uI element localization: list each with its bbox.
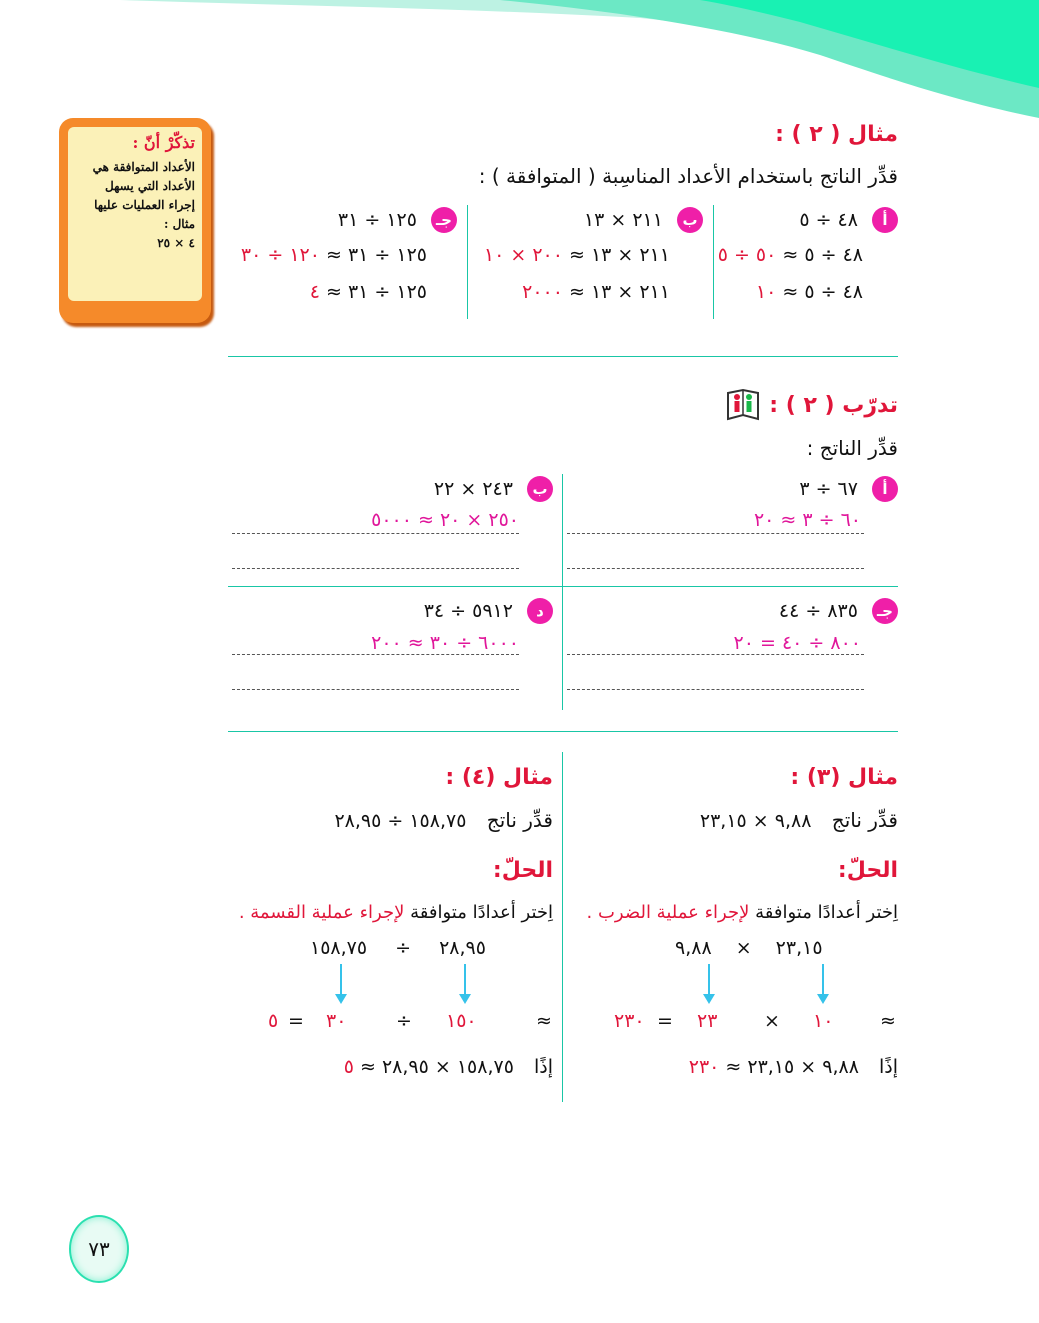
example4-title: مثال (٤) : — [445, 765, 553, 790]
example2-col-a — [799, 207, 898, 233]
final-red: ٢٣٠ — [688, 1056, 720, 1078]
badge-d: د — [527, 598, 553, 624]
example2-col-c — [338, 207, 457, 233]
final-black: ١٥٨,٧٥ × ٢٨,٩٥ ≈ — [360, 1056, 514, 1078]
answer-line — [567, 568, 864, 569]
row-op: × — [735, 937, 752, 959]
example3-prompt — [700, 808, 898, 832]
prompt-expr: ١٥٨,٧٥ ÷ ٢٨,٩٥ — [334, 810, 467, 832]
example3-r-b: ١٠ — [813, 1010, 834, 1032]
so-label: إذًا — [533, 1056, 553, 1078]
example4-solution: الحلّ: — [492, 858, 553, 883]
expr: ٦٧ ÷ ٣ — [799, 477, 858, 500]
answer-line — [567, 689, 864, 690]
example2-col-b — [584, 207, 703, 233]
practice2-prompt: قدِّر الناتج : — [806, 436, 898, 460]
example4-final — [344, 1056, 553, 1078]
example2-col-a-result — [756, 281, 863, 303]
result-right: ١٠ — [755, 281, 777, 303]
pair-work-icon — [725, 387, 761, 423]
example2-col-b-result — [522, 281, 670, 303]
example2-col-c-result — [310, 281, 427, 303]
answer-line — [567, 654, 864, 655]
arrow-down-icon — [708, 964, 710, 994]
practice2-row-divider — [228, 586, 898, 587]
answer-line — [232, 689, 519, 690]
reminder-line: إجراء العمليات عليها — [94, 198, 195, 212]
example3-row — [675, 937, 823, 959]
badge-b: ب — [677, 207, 703, 233]
reminder-note — [59, 118, 211, 323]
practice2-item-c — [779, 598, 898, 624]
answer-line — [232, 654, 519, 655]
example3-instruction — [587, 902, 898, 923]
example3-r-res: ٢٣٠ — [614, 1010, 645, 1032]
approx-right: ١٢٠ ÷ ٣٠ — [240, 244, 320, 266]
result-left: ٤٨ ÷ ٥ ≈ — [782, 281, 863, 303]
answer-line — [232, 568, 519, 569]
example4-r-a: ٣٠ — [326, 1010, 347, 1032]
so-label: إذًا — [878, 1056, 898, 1078]
arrow-down-icon — [822, 964, 824, 994]
prompt-label: قدِّر ناتج — [486, 808, 553, 832]
practice2-item-a — [799, 476, 898, 502]
practice2-item-d — [424, 598, 553, 624]
example2-divider — [467, 205, 468, 319]
example4-prompt — [334, 808, 553, 832]
example-columns-divider — [562, 752, 563, 1102]
arrow-down-icon — [340, 964, 342, 994]
badge-b: ب — [527, 476, 553, 502]
practice2-answer-b: ٢٥٠ × ٢٠ ≈ ٥٠٠٠ — [371, 509, 519, 531]
example3-solution: الحلّ: — [837, 858, 898, 883]
example4-instruction — [239, 902, 553, 923]
page-number: ٧٣ — [88, 1237, 110, 1261]
approx-left: ١٢٥ ÷ ٣١ ≈ — [325, 244, 427, 266]
example3-final — [689, 1056, 898, 1078]
page-number-badge — [69, 1215, 129, 1283]
reminder-line: مثال : — [163, 217, 195, 231]
row-a: ٢٨,٩٥ — [439, 937, 486, 959]
result-right: ٤ — [309, 281, 320, 303]
practice2-title-text: تدرّب ( ٢ ) : — [769, 392, 898, 418]
example3-r-op: × — [764, 1010, 781, 1032]
row-b: ٩,٨٨ — [675, 937, 712, 959]
example3-title: مثال (٣) : — [790, 765, 898, 790]
approx-right: ٢٠٠ × ١٠ — [483, 244, 563, 266]
section-divider — [228, 356, 898, 357]
final-red: ٥ — [343, 1056, 354, 1078]
badge-a: أ — [872, 476, 898, 502]
badge-c: جـ — [431, 207, 457, 233]
choose-black: اِختر أعدادًا متوافقة — [410, 902, 553, 923]
example3-approx-sign: ≈ — [880, 1010, 897, 1032]
badge-c: جـ — [872, 598, 898, 624]
example4-r-b: ١٥٠ — [446, 1010, 477, 1032]
expr: ٥٩١٢ ÷ ٣٤ — [423, 599, 513, 622]
reminder-line: الأعداد المتوافقة هي — [92, 160, 195, 174]
practice2-title — [725, 387, 898, 423]
expr: ٢١١ × ١٣ — [583, 208, 663, 231]
arrow-down-icon — [464, 964, 466, 994]
prompt-label: قدِّر ناتج — [831, 808, 898, 832]
expr: ٨٣٥ ÷ ٤٤ — [778, 599, 858, 622]
reminder-title: تذكّرْ أنّ : — [132, 133, 195, 152]
approx-left: ٢١١ × ١٣ ≈ — [568, 244, 670, 266]
badge-a: أ — [872, 207, 898, 233]
example2-col-b-approx — [484, 244, 670, 266]
reminder-line: ٤ × ٢٥ — [157, 236, 195, 250]
example4-r-res: ٥ — [268, 1010, 279, 1032]
example3-r-eq: = — [657, 1010, 674, 1032]
answer-line — [232, 533, 519, 534]
example4-r-eq: = — [288, 1010, 305, 1032]
practice2-answer-c: ٨٠٠ ÷ ٤٠ = ٢٠ — [733, 632, 861, 654]
expr: ١٢٥ ÷ ٣١ — [337, 208, 417, 231]
top-banner — [0, 0, 1039, 130]
expr: ٢٤٣ × ٢٢ — [433, 477, 513, 500]
final-black: ٩,٨٨ × ٢٣,١٥ ≈ — [725, 1056, 859, 1078]
result-left: ١٢٥ ÷ ٣١ ≈ — [325, 281, 427, 303]
approx-left: ٤٨ ÷ ٥ ≈ — [782, 244, 863, 266]
example2-divider — [713, 205, 714, 319]
example3-r-a: ٢٣ — [697, 1010, 718, 1032]
example2-prompt: قدِّر الناتج باستخدام الأعداد المناسِبة ( المتوافقة ) : — [478, 164, 898, 188]
result-right: ٢٠٠٠ — [522, 281, 563, 303]
row-a: ٢٣,١٥ — [775, 937, 823, 959]
section-divider — [228, 731, 898, 732]
practice2-divider — [562, 474, 563, 710]
row-b: ١٥٨,٧٥ — [310, 937, 368, 959]
expr: ٤٨ ÷ ٥ — [799, 208, 858, 231]
example4-r-op: ÷ — [396, 1010, 413, 1032]
example4-row — [310, 937, 486, 959]
row-op: ÷ — [395, 937, 412, 959]
choose-red: لإجراء عملية الضرب . — [586, 902, 750, 923]
practice2-item-b — [434, 476, 553, 502]
choose-black: اِختر أعدادًا متوافقة — [755, 902, 898, 923]
example2-title: مثال ( ٢ ) : — [775, 122, 898, 147]
example2-col-c-approx — [241, 244, 427, 266]
example2-col-a-approx — [718, 244, 863, 266]
approx-right: ٥٠ ÷ ٥ — [717, 244, 777, 266]
example4-approx-sign: ≈ — [536, 1010, 553, 1032]
prompt-expr: ٩,٨٨ × ٢٣,١٥ — [699, 810, 812, 832]
reminder-inner — [68, 127, 202, 301]
practice2-answer-d: ٦٠٠٠ ÷ ٣٠ ≈ ٢٠٠ — [371, 632, 519, 654]
reminder-line: الأعداد التي يسهل — [105, 179, 195, 193]
result-left: ٢١١ × ١٣ ≈ — [568, 281, 670, 303]
choose-red: لإجراء عملية القسمة . — [238, 902, 405, 923]
practice2-answer-a: ٦٠ ÷ ٣ ≈ ٢٠ — [753, 509, 861, 531]
answer-line — [567, 533, 864, 534]
